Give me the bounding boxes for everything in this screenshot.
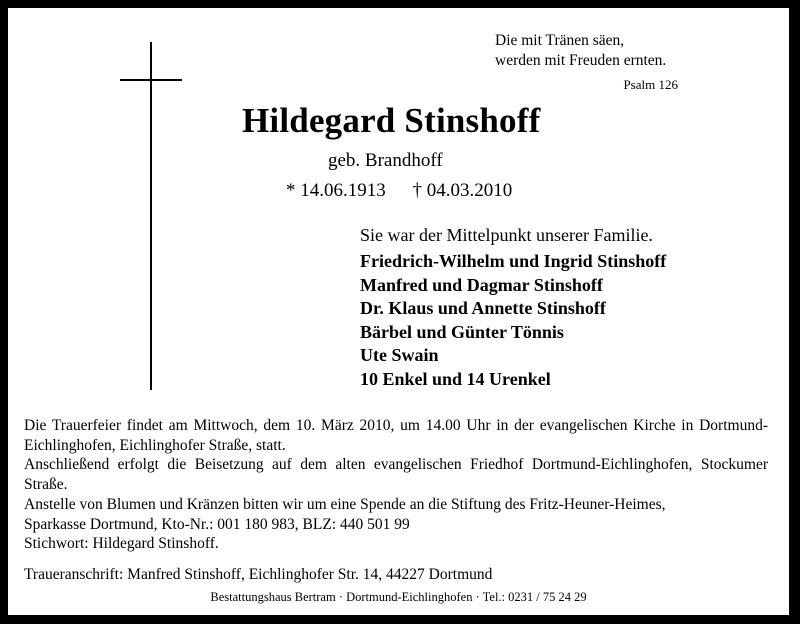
verse-source: Psalm 126 [623,77,678,92]
tagline: Sie war der Mittelpunkt unserer Familie. [360,225,653,245]
mourning-address: Traueranschrift: Manfred Stinshoff, Eichlinghofer Str. 14, 44227 Dortmund [24,566,493,583]
donation-line-2: Sparkasse Dortmund, Kto-Nr.: 001 180 983, BLZ: 440 501 99 [24,515,410,533]
mourner: Ute Swain [360,345,439,366]
deceased-name: Hildegard Stinshoff [242,101,541,140]
obituary-notice [8,8,789,615]
birth-date: * 14.06.1913 [286,180,386,201]
mourner: Manfred und Dagmar Stinshoff [360,274,603,295]
cross-icon [150,42,152,390]
verse-line-2: werden mit Freuden ernten. [495,52,667,69]
mourner: Dr. Klaus und Annette Stinshoff [360,298,606,319]
life-dates [286,180,512,202]
funeral-home-footer: Bestattungshaus Bertram · Dortmund-Eichlinghofen · Tel.: 0231 / 75 24 29 [210,590,587,604]
mourner: 10 Enkel und 14 Urenkel [360,368,551,389]
burial-text: Anschließend erfolgt die Beisetzung auf dem alten evangelischen Friedhof Dortmund-Eichlinghofen, Stockumer Straße. [24,456,768,493]
donation-text [24,495,768,554]
bible-verse [495,31,666,71]
mourner: Friedrich-Wilhelm und Ingrid Stinshoff [360,251,667,271]
mourners-list [360,250,666,392]
funeral-service-text: Die Trauerfeier findet am Mittwoch, dem 10. März 2010, um 14.00 Uhr in der evangelischen Kirche in Dortmund-Eichlinghofen, Eichlinghofer Straße, statt. [24,417,768,454]
verse-line-1: Die mit Tränen säen, [495,32,625,49]
death-date: † 04.03.2010 [412,180,513,201]
donation-line-3: Stichwort: Hildegard Stinshoff. [24,535,219,552]
birth-name: geb. Brandhoff [328,150,443,171]
mourner: Bärbel und Günter Tönnis [360,321,564,342]
cross-icon-bar [120,79,182,81]
donation-line-1: Anstelle von Blumen und Kränzen bitten wir um eine Spende an die Stiftung des Fritz-Heuner-Heimes, [24,496,666,513]
